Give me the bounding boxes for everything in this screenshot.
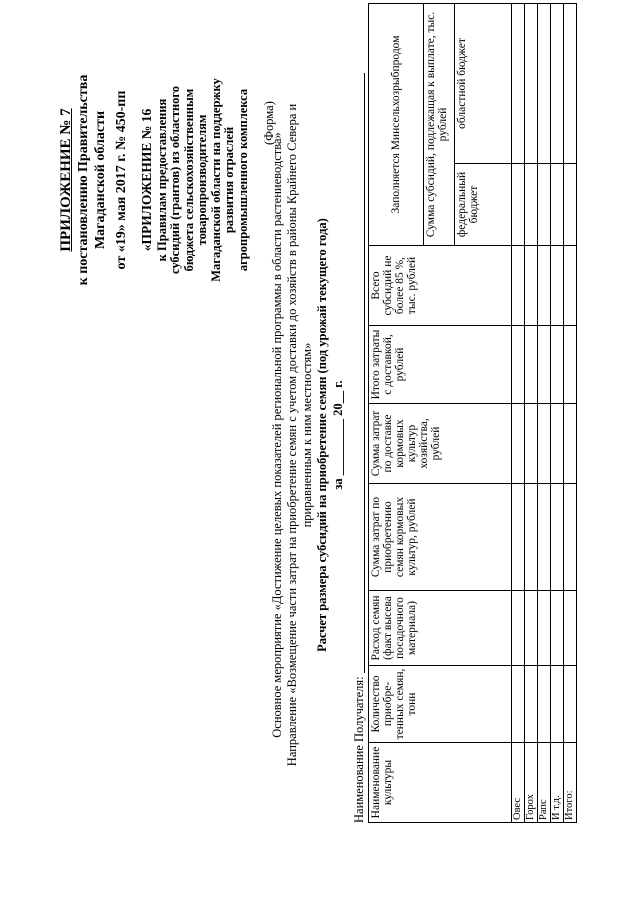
table-cell — [525, 484, 538, 591]
col-header-crop: Наименование культуры — [369, 743, 512, 823]
calc-title: Расчет размера субсидий на приобретение семян (под урожай текущего года) — [315, 218, 329, 652]
table-cell — [551, 326, 564, 404]
table-cell — [512, 404, 525, 484]
direction-continued: приравненным к ним местностям» — [300, 342, 314, 528]
table-cell — [538, 3, 551, 163]
table-cell — [564, 246, 577, 326]
table-cell — [512, 246, 525, 326]
table-cell — [551, 404, 564, 484]
table-cell — [525, 326, 538, 404]
col-header-filled-by: Заполняется Минсельхозрыбпродом — [369, 3, 424, 245]
col-header-subsidy-due: Сумма субсидий, подлежащая к выплате, тыс. рублей — [424, 3, 455, 245]
inner-appendix-line: бюджета сельскохозяйственным — [181, 88, 196, 272]
inner-appendix-title: «ПРИЛОЖЕНИЕ № 16 — [139, 108, 154, 252]
col-header-quantity: Количество приобре-тенных семян, тонн — [369, 666, 512, 743]
inner-appendix-line: к Правилам предоставления — [154, 98, 169, 262]
table-cell — [538, 484, 551, 591]
table-cell — [551, 164, 564, 246]
col-header-delivery-cost: Сумма затрат по доставке кормовых культур хозяйства, рублей — [369, 404, 512, 484]
appendix-header — [58, 15, 130, 345]
row-label: Горох — [525, 743, 538, 823]
table-cell — [551, 484, 564, 591]
table-cell — [551, 666, 564, 743]
table-cell — [538, 164, 551, 246]
col-header-total-cost: Итого затраты с доставкой, рублей — [369, 326, 512, 404]
table-cell — [551, 591, 564, 666]
table-cell — [525, 666, 538, 743]
table-cell — [564, 404, 577, 484]
inner-appendix-line: развития отраслей — [222, 126, 236, 234]
table-row — [525, 3, 538, 822]
table-cell — [525, 404, 538, 484]
col-header-regional: областной бюджет — [455, 3, 512, 163]
inner-appendix-line: товаропроизводителям — [195, 114, 209, 246]
table-cell — [512, 484, 525, 591]
table-cell — [538, 246, 551, 326]
recipient-label: Наименование Получателя: — [352, 676, 366, 823]
appendix-line-2: Магаданской области — [93, 110, 108, 250]
table-row-total — [564, 3, 577, 822]
row-label: Рапс — [538, 743, 551, 823]
table-cell — [525, 246, 538, 326]
appendix-line-1: к постановлению Правительства — [76, 74, 91, 286]
table-cell — [551, 246, 564, 326]
table-cell — [551, 3, 564, 163]
row-label: Итого: — [564, 743, 577, 823]
table-cell — [512, 666, 525, 743]
appendix-line-3: от «19» мая 2017 г. № 450-пп — [114, 90, 129, 270]
table-cell — [512, 164, 525, 246]
header-row — [369, 3, 424, 822]
table-cell — [512, 326, 525, 404]
period: за _________ 20__ г. — [331, 380, 345, 490]
row-label: И т.д. — [551, 743, 564, 823]
col-header-consumption: Расход семян (факт высева посадочного материала) — [369, 591, 512, 666]
table-cell — [525, 591, 538, 666]
row-label: Овес — [512, 743, 525, 823]
table-cell — [525, 164, 538, 246]
table-cell — [564, 484, 577, 591]
col-header-federal: федеральный бюджет — [455, 164, 512, 246]
table-cell — [512, 3, 525, 163]
direction: Направление «Возмещение части затрат на приобретение семян с учетом доставки до хозяйств в районы Крайнего Севера и — [285, 103, 299, 767]
appendix-title: ПРИЛОЖЕНИЕ № 7 — [58, 108, 74, 252]
form-label: (Форма) — [262, 101, 276, 145]
table-cell — [525, 3, 538, 163]
main-activity: Основное мероприятие «Достижение целевых показателей региональной программы в области растениеводства» — [270, 132, 284, 738]
table-cell — [564, 666, 577, 743]
recipient-underline — [364, 73, 365, 673]
col-header-subsidy-total: Всего субсидий не более 85 %, тыс. рублей — [369, 246, 512, 326]
table-cell — [564, 164, 577, 246]
subsidy-table — [368, 3, 577, 823]
table-cell — [538, 404, 551, 484]
table-cell — [538, 666, 551, 743]
table-row — [538, 3, 551, 822]
table-cell — [564, 326, 577, 404]
inner-appendix-line: субсидий (грантов) из областного — [168, 85, 182, 275]
col-header-purchase-cost: Сумма затрат по приобретению семян кормовых культур, рублей — [369, 484, 512, 591]
table-cell — [564, 591, 577, 666]
table-cell — [512, 591, 525, 666]
table-cell — [538, 326, 551, 404]
inner-appendix-header — [140, 45, 250, 315]
table-row — [551, 3, 564, 822]
inner-appendix-line: Магаданской области на поддержку — [208, 78, 223, 282]
inner-appendix-line: агропромышленного комплекса — [235, 88, 250, 272]
table-row — [512, 3, 525, 822]
table-cell — [538, 591, 551, 666]
table-cell — [564, 3, 577, 163]
